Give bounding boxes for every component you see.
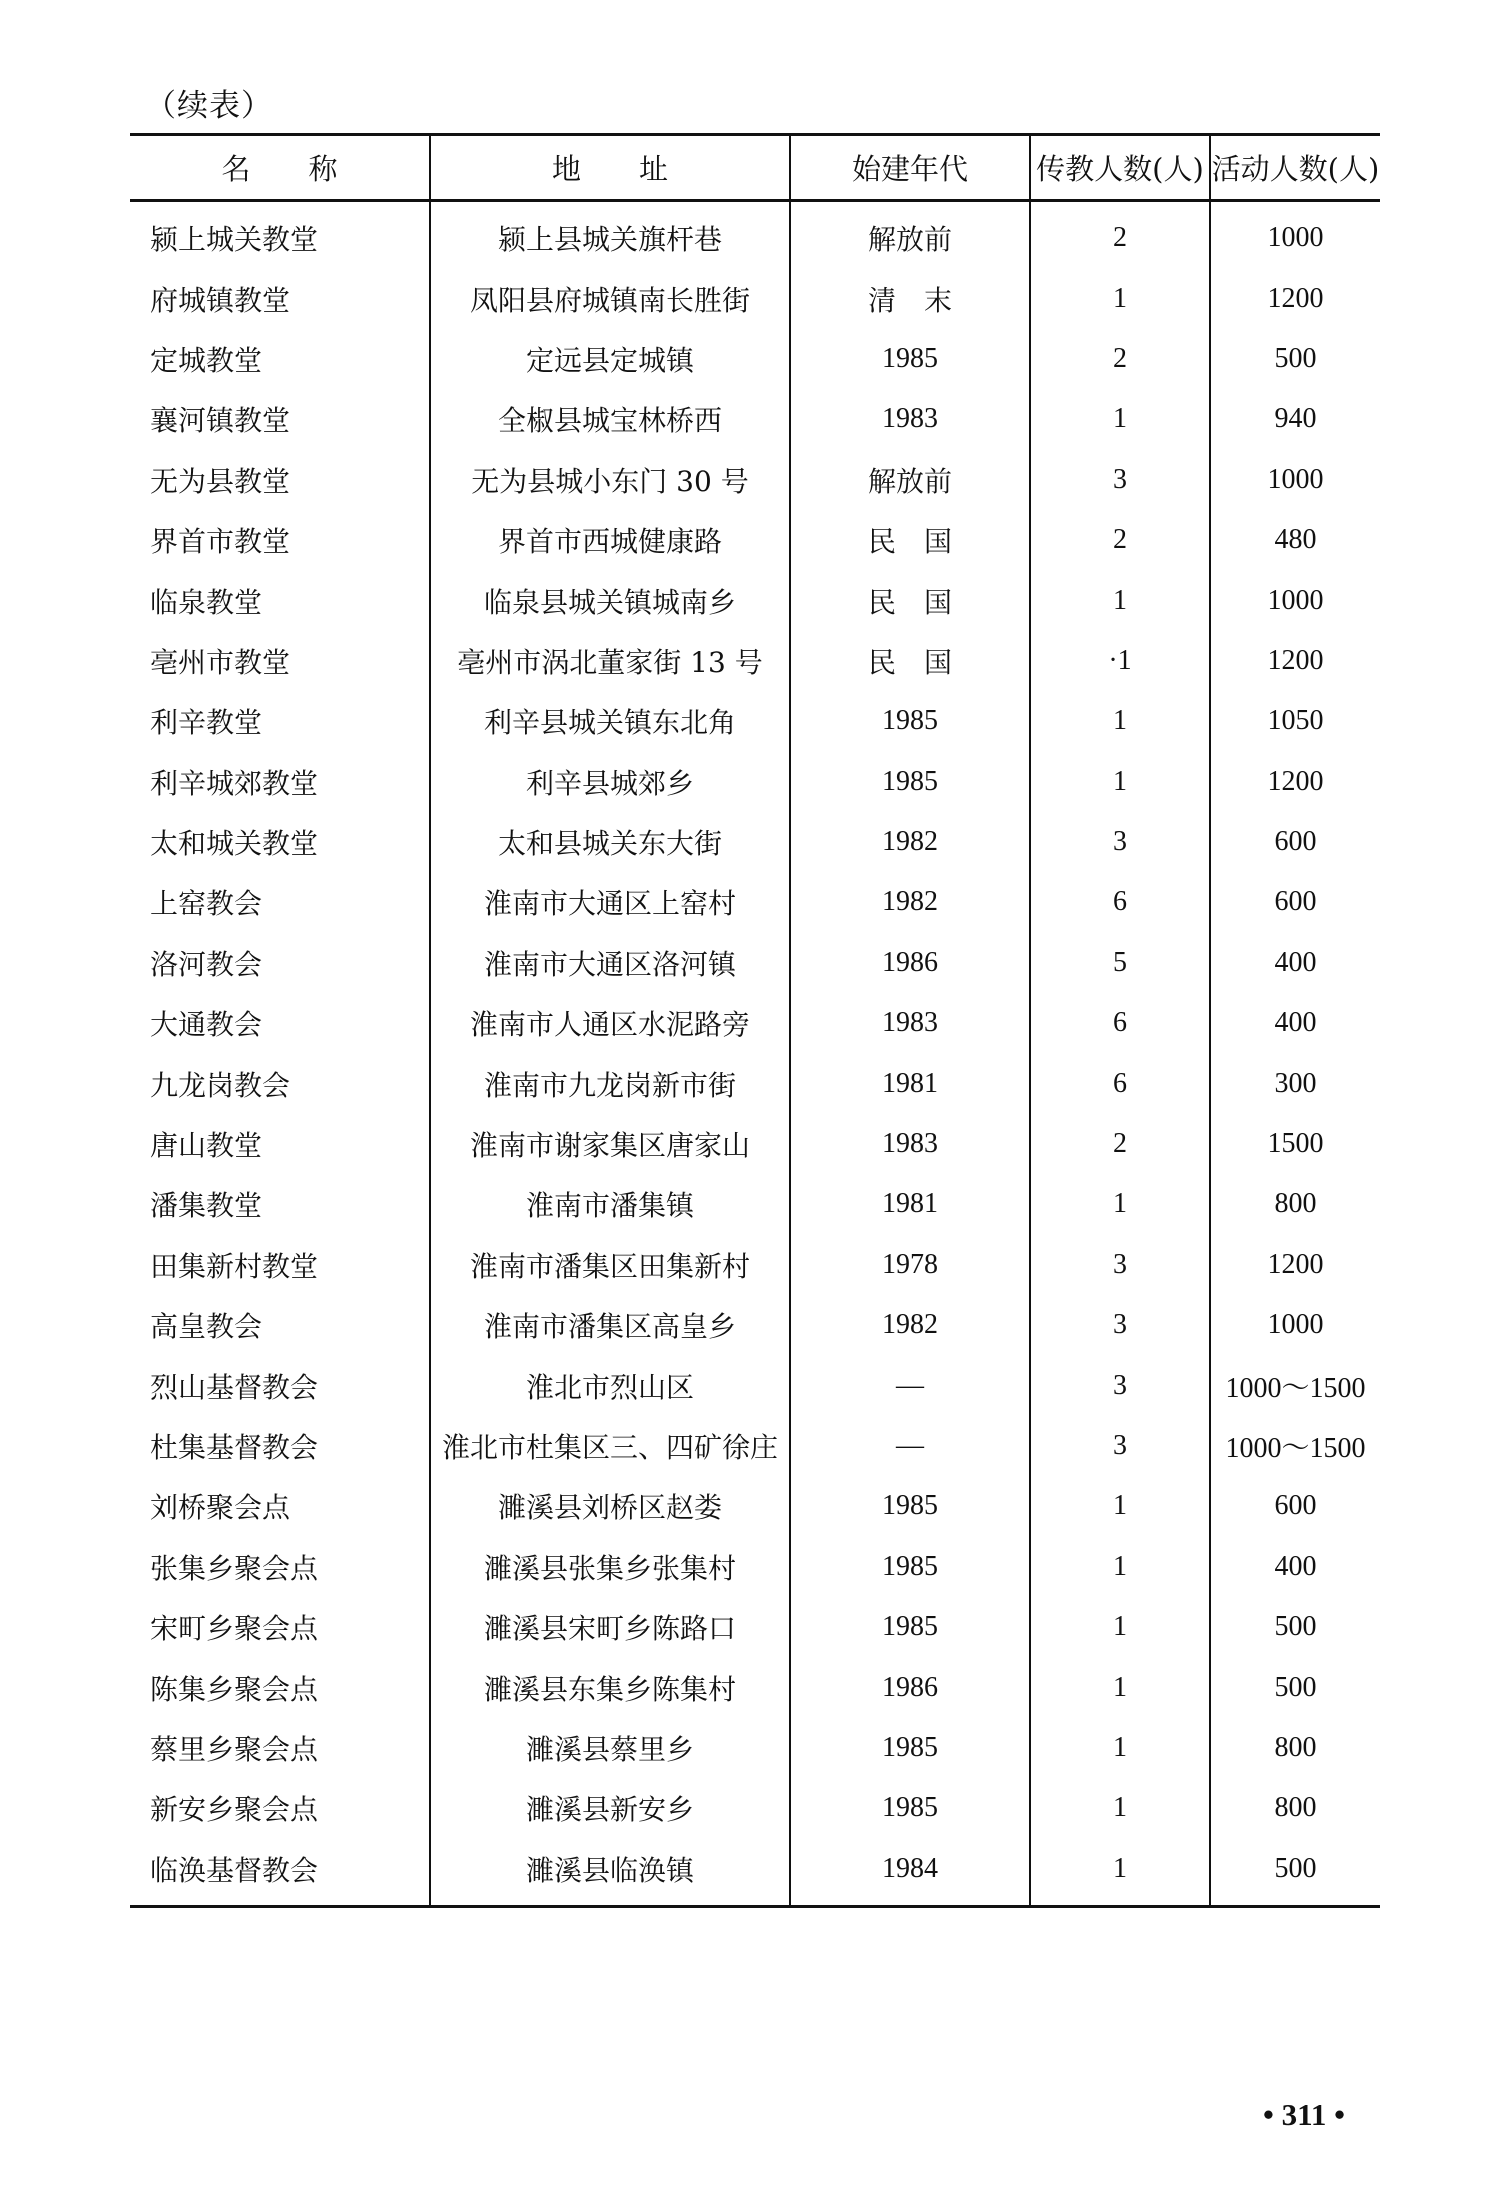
cell-preachers: 5: [1030, 933, 1210, 993]
cell-name: 唐山教堂: [150, 1129, 263, 1163]
cell-founded: 民 国: [790, 570, 1030, 630]
cell-founded: —: [790, 1416, 1030, 1476]
cell-address: 利辛县城关镇东北角: [430, 691, 790, 751]
cell-name: 杜集基督教会: [150, 1431, 319, 1464]
column-header-name: 名 称: [130, 135, 430, 201]
table-row: [130, 812, 1380, 872]
cell-founded: 1983: [790, 1114, 1030, 1174]
cell-address: 亳州市涡北董家街 13 号: [430, 631, 790, 691]
cell-address: 淮南市大通区上窑村: [430, 872, 790, 932]
cell-preachers: 1: [1030, 1174, 1210, 1234]
cell-participants: 800: [1210, 1778, 1380, 1838]
cell-participants: 480: [1210, 510, 1380, 570]
table-row: [130, 570, 1380, 630]
cell-name: 上窑教会: [150, 887, 263, 921]
table-row: [130, 1235, 1380, 1295]
cell-participants: 1500: [1210, 1114, 1380, 1174]
cell-address: 颍上县城关旗杆巷: [430, 201, 790, 269]
cell-address: 无为县城小东门 30 号: [430, 450, 790, 510]
cell-preachers: 3: [1030, 450, 1210, 510]
cell-participants: 400: [1210, 933, 1380, 993]
cell-address: 濉溪县临涣镇: [430, 1839, 790, 1907]
cell-participants: 600: [1210, 812, 1380, 872]
cell-address: 凤阳县府城镇南长胜街: [430, 268, 790, 328]
table-row: [130, 1597, 1380, 1657]
table-row: [130, 631, 1380, 691]
cell-participants: 800: [1210, 1718, 1380, 1778]
cell-participants: 1000～1500: [1210, 1355, 1380, 1415]
cell-address: 濉溪县刘桥区赵娄: [430, 1476, 790, 1536]
cell-participants: 1000: [1210, 201, 1380, 269]
cell-preachers: 1: [1030, 1718, 1210, 1778]
cell-name: 利辛城郊教堂: [150, 766, 319, 800]
cell-founded: 解放前: [790, 450, 1030, 510]
cell-preachers: 3: [1030, 812, 1210, 872]
cell-founded: 1985: [790, 1597, 1030, 1657]
cell-address: 淮南市潘集区田集新村: [430, 1235, 790, 1295]
cell-address: 太和县城关东大街: [430, 812, 790, 872]
cell-name: 九龙岗教会: [150, 1068, 291, 1102]
cell-participants: 1200: [1210, 268, 1380, 328]
cell-address: 淮南市谢家集区唐家山: [430, 1114, 790, 1174]
cell-participants: 800: [1210, 1174, 1380, 1234]
table-row: [130, 329, 1380, 389]
cell-address: 全椒县城宝林桥西: [430, 389, 790, 449]
cell-founded: 1985: [790, 752, 1030, 812]
cell-founded: 1985: [790, 1537, 1030, 1597]
cell-preachers: 1: [1030, 691, 1210, 751]
cell-participants: 500: [1210, 1597, 1380, 1657]
cell-participants: 300: [1210, 1053, 1380, 1113]
cell-name: 田集新村教堂: [150, 1249, 319, 1283]
table-row: [130, 1355, 1380, 1415]
cell-participants: 1000: [1210, 1295, 1380, 1355]
cell-name: 陈集乡聚会点: [150, 1672, 319, 1706]
cell-participants: 940: [1210, 389, 1380, 449]
cell-participants: 400: [1210, 1537, 1380, 1597]
table-row: [130, 510, 1380, 570]
cell-participants: 400: [1210, 993, 1380, 1053]
continued-table-label: （续表）: [145, 88, 273, 124]
column-header-preachers: 传教人数(人): [1030, 135, 1210, 201]
cell-preachers: 3: [1030, 1416, 1210, 1476]
table-row: [130, 1537, 1380, 1597]
cell-preachers: 1: [1030, 1839, 1210, 1907]
cell-participants: 500: [1210, 329, 1380, 389]
cell-founded: 民 国: [790, 631, 1030, 691]
cell-address: 濉溪县张集乡张集村: [430, 1537, 790, 1597]
table-row: [130, 1657, 1380, 1717]
cell-founded: 1982: [790, 812, 1030, 872]
cell-founded: 1985: [790, 1476, 1030, 1536]
cell-name: 府城镇教堂: [150, 283, 291, 317]
cell-name: 亳州市教堂: [150, 645, 291, 679]
cell-address: 淮南市人通区水泥路旁: [430, 993, 790, 1053]
cell-address: 临泉县城关镇城南乡: [430, 570, 790, 630]
table-row: [130, 752, 1380, 812]
cell-address: 定远县定城镇: [430, 329, 790, 389]
table-header-row: [130, 135, 1380, 201]
cell-preachers: 3: [1030, 1235, 1210, 1295]
cell-name: 新安乡聚会点: [150, 1793, 319, 1827]
page-number: • 311 •: [1263, 2097, 1345, 2132]
cell-preachers: 1: [1030, 389, 1210, 449]
table-row: [130, 268, 1380, 328]
table-row: [130, 201, 1380, 269]
cell-founded: 1986: [790, 933, 1030, 993]
cell-founded: 解放前: [790, 201, 1030, 269]
cell-preachers: 3: [1030, 1295, 1210, 1355]
cell-founded: 1981: [790, 1174, 1030, 1234]
cell-preachers: 2: [1030, 1114, 1210, 1174]
cell-founded: 民 国: [790, 510, 1030, 570]
cell-name: 宋町乡聚会点: [150, 1612, 319, 1646]
cell-address: 界首市西城健康路: [430, 510, 790, 570]
cell-name: 大通教会: [150, 1008, 263, 1042]
cell-founded: 1985: [790, 691, 1030, 751]
column-header-founded: 始建年代: [790, 135, 1030, 201]
table-row: [130, 1718, 1380, 1778]
cell-preachers: 6: [1030, 993, 1210, 1053]
cell-founded: —: [790, 1355, 1030, 1415]
cell-founded: 1978: [790, 1235, 1030, 1295]
cell-address: 淮南市潘集区高皇乡: [430, 1295, 790, 1355]
cell-address: 濉溪县东集乡陈集村: [430, 1657, 790, 1717]
column-header-address: 地 址: [430, 135, 790, 201]
cell-address: 淮南市大通区洛河镇: [430, 933, 790, 993]
cell-founded: 1986: [790, 1657, 1030, 1717]
cell-preachers: 1: [1030, 1597, 1210, 1657]
cell-preachers: 1: [1030, 268, 1210, 328]
cell-founded: 1985: [790, 1718, 1030, 1778]
cell-name: 刘桥聚会点: [150, 1491, 291, 1525]
table-row: [130, 1839, 1380, 1907]
cell-preachers: 1: [1030, 752, 1210, 812]
cell-founded: 1985: [790, 1778, 1030, 1838]
cell-name: 定城教堂: [150, 343, 263, 377]
cell-participants: 600: [1210, 872, 1380, 932]
table-row: [130, 691, 1380, 751]
cell-founded: 1983: [790, 389, 1030, 449]
cell-participants: 1200: [1210, 1235, 1380, 1295]
cell-name: 潘集教堂: [150, 1189, 263, 1223]
cell-name: 临涣基督教会: [130, 1839, 430, 1907]
cell-preachers: 2: [1030, 510, 1210, 570]
table-row: [130, 1114, 1380, 1174]
table-row: [130, 1416, 1380, 1476]
cell-address: 淮南市九龙岗新市街: [430, 1053, 790, 1113]
cell-name: 颍上城关教堂: [150, 223, 319, 257]
cell-founded: 1982: [790, 1295, 1030, 1355]
cell-name: 高皇教会: [150, 1310, 263, 1344]
cell-preachers: 1: [1030, 570, 1210, 630]
cell-founded: 1983: [790, 993, 1030, 1053]
column-header-participants: 活动人数(人): [1210, 135, 1380, 201]
cell-name: 无为县教堂: [150, 464, 291, 498]
cell-participants: 500: [1210, 1839, 1380, 1907]
cell-participants: 1050: [1210, 691, 1380, 751]
church-table: [130, 133, 1380, 1908]
cell-founded: 1982: [790, 872, 1030, 932]
cell-participants: 1200: [1210, 752, 1380, 812]
cell-name: 烈山基督教会: [150, 1370, 319, 1404]
cell-preachers: 2: [1030, 201, 1210, 269]
cell-founded: 1985: [790, 329, 1030, 389]
cell-participants: 1000: [1210, 450, 1380, 510]
table-row: [130, 1476, 1380, 1536]
table-row: [130, 872, 1380, 932]
cell-address: 濉溪县新安乡: [430, 1778, 790, 1838]
cell-participants: 1200: [1210, 631, 1380, 691]
cell-preachers: 1: [1030, 1778, 1210, 1838]
table-row: [130, 1295, 1380, 1355]
cell-participants: 500: [1210, 1657, 1380, 1717]
cell-address: 淮北市杜集区三、四矿徐庄: [430, 1416, 790, 1476]
cell-name: 太和城关教堂: [150, 827, 319, 861]
table-row: [130, 1053, 1380, 1113]
cell-preachers: 6: [1030, 872, 1210, 932]
table-row: [130, 1778, 1380, 1838]
cell-participants: 600: [1210, 1476, 1380, 1536]
cell-preachers: ·1: [1030, 631, 1210, 691]
cell-address: 淮北市烈山区: [430, 1355, 790, 1415]
cell-address: 利辛县城郊乡: [430, 752, 790, 812]
cell-preachers: 3: [1030, 1355, 1210, 1415]
table-row: [130, 389, 1380, 449]
cell-founded: 1981: [790, 1053, 1030, 1113]
cell-founded: 1984: [790, 1839, 1030, 1907]
cell-name: 襄河镇教堂: [150, 404, 291, 438]
table-row: [130, 450, 1380, 510]
table-row: [130, 933, 1380, 993]
cell-address: 濉溪县宋町乡陈路口: [430, 1597, 790, 1657]
cell-preachers: 1: [1030, 1476, 1210, 1536]
cell-participants: 1000: [1210, 570, 1380, 630]
cell-preachers: 6: [1030, 1053, 1210, 1113]
cell-address: 濉溪县蔡里乡: [430, 1718, 790, 1778]
cell-name: 洛河教会: [150, 947, 263, 981]
table-row: [130, 993, 1380, 1053]
cell-name: 界首市教堂: [150, 525, 291, 559]
cell-name: 蔡里乡聚会点: [150, 1732, 319, 1766]
cell-participants: 1000～1500: [1210, 1416, 1380, 1476]
cell-address: 淮南市潘集镇: [430, 1174, 790, 1234]
cell-name: 张集乡聚会点: [150, 1551, 319, 1585]
table-row: [130, 1174, 1380, 1234]
table-body: [130, 201, 1380, 1907]
cell-name: 利辛教堂: [150, 706, 263, 740]
cell-preachers: 2: [1030, 329, 1210, 389]
cell-founded: 清 末: [790, 268, 1030, 328]
cell-preachers: 1: [1030, 1537, 1210, 1597]
cell-name: 临泉教堂: [150, 585, 263, 619]
cell-preachers: 1: [1030, 1657, 1210, 1717]
